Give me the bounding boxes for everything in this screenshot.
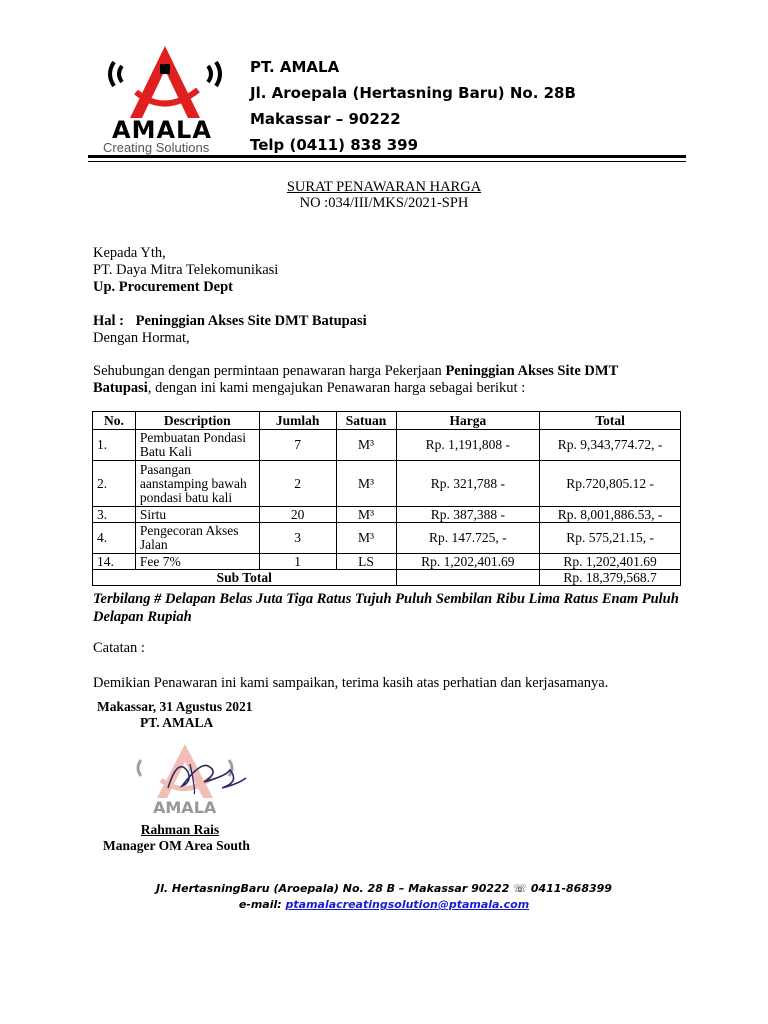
intro-text-1: Sehubungan dengan permintaan penawaran harga Pekerjaan: [93, 363, 446, 379]
cell-total: Rp.720,805.12 -: [540, 461, 681, 507]
cell-description: Pengecoran Akses Jalan: [135, 523, 259, 554]
company-name: PT. AMALA: [250, 58, 340, 76]
cell-harga: Rp. 147.725, -: [396, 523, 540, 554]
intro-paragraph: [93, 363, 677, 397]
subtotal-label: Sub Total: [93, 570, 397, 586]
cell-no: 4.: [93, 523, 136, 554]
company-address: Jl. Aroepala (Hertasning Baru) No. 28B: [250, 84, 576, 102]
handwritten-signature: [160, 752, 250, 802]
cell-total: Rp. 575,21.15, -: [540, 523, 681, 554]
table-subtotal-row: [93, 570, 681, 586]
signature-scribble-icon: [160, 752, 250, 797]
footer-email-line: [0, 898, 768, 911]
col-header-satuan: Satuan: [336, 412, 396, 430]
subtotal-empty-cell: [396, 570, 540, 586]
cell-no: 1.: [93, 430, 136, 461]
cell-jumlah: 20: [259, 507, 336, 523]
subtotal-value: Rp. 18,379,568.7: [540, 570, 681, 586]
col-header-harga: Harga: [396, 412, 540, 430]
subject-text: Peninggian Akses Site DMT Batupasi: [135, 313, 367, 329]
notes-label: Catatan :: [93, 640, 145, 656]
intro-text-2: , dengan ini kami mengajukan Penawaran harga sebagai berikut :: [147, 380, 526, 396]
cell-satuan: M³: [336, 523, 396, 554]
cell-jumlah: 3: [259, 523, 336, 554]
cell-description: Pembuatan Pondasi Batu Kali: [135, 430, 259, 461]
col-header-total: Total: [540, 412, 681, 430]
cell-total: Rp. 9,343,774.72, -: [540, 430, 681, 461]
col-header-jumlah: Jumlah: [259, 412, 336, 430]
footer-email-label: e-mail:: [238, 898, 282, 911]
footer-address: Jl. HertasningBaru (Aroepala) No. 28 B – Makassar 90222: [156, 882, 510, 895]
cell-jumlah: 7: [259, 430, 336, 461]
signatory-title: Manager OM Area South: [103, 838, 250, 853]
company-logo: [100, 44, 230, 156]
signatory-name: Rahman Rais: [140, 822, 220, 837]
company-phone: Telp (0411) 838 399: [250, 136, 419, 154]
table-row: [93, 554, 681, 570]
footer-address-line: [0, 882, 768, 895]
phone-icon: ☏: [513, 882, 527, 895]
stamp-text: AMALA: [153, 798, 217, 817]
col-header-description: Description: [135, 412, 259, 430]
footer-phone: 0411-868399: [530, 882, 612, 895]
intro-bold-1: Peninggian Akses Site DMT: [445, 363, 619, 379]
subject-line: [93, 313, 367, 330]
footer-email-link[interactable]: ptamalacreatingsolution@ptamala.com: [285, 898, 530, 911]
cell-satuan: M³: [336, 507, 396, 523]
cell-jumlah: 2: [259, 461, 336, 507]
cell-harga: Rp. 387,388 -: [396, 507, 540, 523]
table-row: [93, 507, 681, 523]
cell-description: Pasangan aanstamping bawah pondasi batu kali: [135, 461, 259, 507]
intro-bold-2: Batupasi: [93, 380, 148, 396]
cell-harga: Rp. 1,202,401.69: [396, 554, 540, 570]
cell-total: Rp. 1,202,401.69: [540, 554, 681, 570]
cell-satuan: LS: [336, 554, 396, 570]
cell-description: Fee 7%: [135, 554, 259, 570]
cell-no: 3.: [93, 507, 136, 523]
table-row: [93, 523, 681, 554]
cell-satuan: M³: [336, 461, 396, 507]
closing-text: Demikian Penawaran ini kami sampaikan, terima kasih atas perhatian dan kerjasamanya.: [93, 675, 609, 691]
sign-place-date: Makassar, 31 Agustus 2021: [97, 699, 253, 714]
company-info: [250, 54, 576, 158]
amount-in-words: Terbilang # Delapan Belas Juta Tiga Ratus Tujuh Puluh Sembilan Ribu Lima Ratus Enam Puluh Delapan Rupiah: [93, 591, 679, 625]
header-divider-thin: [88, 161, 686, 162]
doc-title: SURAT PENAWARAN HARGA: [286, 179, 482, 195]
company-city: Makassar – 90222: [250, 110, 401, 128]
cell-harga: Rp. 321,788 -: [396, 461, 540, 507]
recipient-company: PT. Daya Mitra Telekomunikasi: [93, 262, 279, 278]
logo-brand: AMALA: [112, 116, 212, 144]
logo-tagline: Creating Solutions: [103, 140, 210, 155]
sign-company: PT. AMALA: [140, 715, 214, 730]
price-table: [92, 411, 681, 586]
cell-jumlah: 1: [259, 554, 336, 570]
doc-number: NO :034/III/MKS/2021-SPH: [299, 195, 469, 211]
table-row: [93, 461, 681, 507]
cell-satuan: M³: [336, 430, 396, 461]
table-header-row: [93, 412, 681, 430]
col-header-no: No.: [93, 412, 136, 430]
header-divider: [88, 155, 686, 158]
cell-harga: Rp. 1,191,808 -: [396, 430, 540, 461]
subject-label: Hal :: [93, 313, 125, 329]
salutation: Dengan Hormat,: [93, 330, 190, 346]
table-row: [93, 430, 681, 461]
cell-description: Sirtu: [135, 507, 259, 523]
cell-no: 14.: [93, 554, 136, 570]
cell-total: Rp. 8,001,886.53, -: [540, 507, 681, 523]
recipient-dept: Up. Procurement Dept: [93, 279, 234, 295]
cell-no: 2.: [93, 461, 136, 507]
recipient-greeting: Kepada Yth,: [93, 245, 166, 261]
recipient-block: [93, 245, 278, 296]
